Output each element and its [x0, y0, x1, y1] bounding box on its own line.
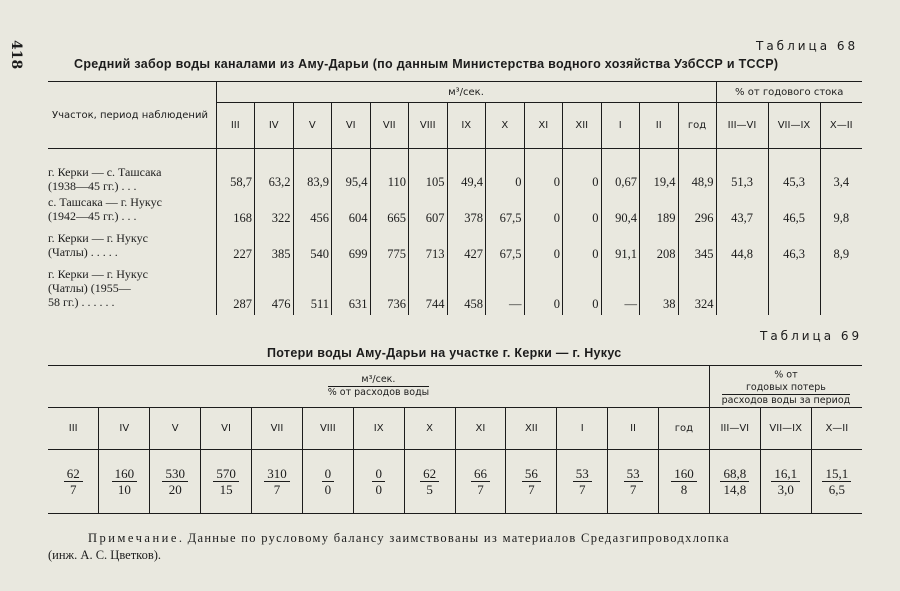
column-header: IX: [353, 408, 404, 450]
numerator: 160: [671, 466, 697, 482]
table-cell: 51,3: [716, 149, 768, 194]
column-header: V: [293, 103, 332, 149]
denominator: 5: [426, 481, 433, 497]
fraction-cell: [99, 450, 150, 514]
fraction-cell: [811, 450, 862, 514]
table-cell: 19,4: [640, 149, 679, 194]
numerator: 570: [213, 466, 239, 482]
table-69-caption: Таблица 69: [760, 329, 863, 343]
table-cell: 49,4: [447, 149, 486, 194]
numerator: 160: [112, 466, 138, 482]
denominator: 7: [629, 481, 637, 497]
fraction-row: [48, 450, 862, 514]
table-cell: 95,4: [332, 149, 371, 194]
unit-header-cell: [48, 366, 709, 408]
table-69-title: Потери воды Аму-Дарьи на участке г. Керки — г. Нукус: [267, 346, 622, 360]
numerator: 68,8: [720, 466, 749, 482]
fraction: [573, 466, 592, 497]
column-header: XI: [524, 103, 563, 149]
table-cell: 0: [563, 229, 602, 265]
table-cell: 744: [409, 265, 448, 315]
row-header: Участок, период наблюдений: [48, 82, 216, 149]
table-cell: 0: [486, 149, 525, 194]
table-68-caption: Таблица 68: [756, 39, 859, 53]
denominator: 0: [324, 481, 332, 497]
table-cell: 189: [640, 193, 679, 229]
column-header: IV: [99, 408, 150, 450]
table-cell: 90,4: [601, 193, 640, 229]
denominator: 0: [375, 481, 382, 497]
table-cell: 67,5: [486, 229, 525, 265]
table-cell: 345: [678, 229, 716, 265]
table-cell: 713: [409, 229, 448, 265]
numerator: 0: [322, 466, 335, 482]
column-header: VIII: [409, 103, 448, 149]
page-number: 418: [8, 40, 24, 70]
table-cell: 385: [255, 229, 294, 265]
column-header: XII: [563, 103, 602, 149]
table-cell: 0: [524, 193, 563, 229]
fraction-cell: [150, 450, 201, 514]
column-header: VI: [201, 408, 252, 450]
numerator: 530: [162, 466, 188, 482]
fraction: [624, 466, 643, 497]
pct-prefix: % от: [774, 369, 798, 381]
note: [48, 530, 858, 564]
fraction-cell: [252, 450, 303, 514]
table-cell: 775: [370, 229, 409, 265]
column-header: год: [659, 408, 710, 450]
column-header: XI: [455, 408, 506, 450]
row-label: [48, 229, 216, 265]
table-cell: 43,7: [716, 193, 768, 229]
column-header: I: [601, 103, 640, 149]
column-header: X: [486, 103, 525, 149]
note-label: Примечание.: [88, 531, 185, 545]
denominator: 15: [219, 481, 233, 497]
table-cell: 0: [524, 265, 563, 315]
numerator: 310: [264, 466, 290, 482]
note-text: Данные по русловому балансу заимствованы из материалов Средазгипроводхлопка: [187, 531, 730, 545]
table-cell: 736: [370, 265, 409, 315]
numerator: 62: [64, 466, 83, 482]
row-label: [48, 193, 216, 229]
denominator: 7: [477, 481, 484, 497]
fraction-cell: [404, 450, 455, 514]
table-cell: 0,67: [601, 149, 640, 194]
fraction: [64, 466, 83, 497]
table-cell: 427: [447, 229, 486, 265]
table-cell: 63,2: [255, 149, 294, 194]
denominator: 3,0: [777, 481, 794, 497]
fraction: [213, 466, 239, 497]
table-68-body: [48, 149, 862, 316]
table-cell: 476: [255, 265, 294, 315]
fraction: [322, 466, 335, 497]
table-cell: 322: [255, 193, 294, 229]
fraction-cell: [353, 450, 404, 514]
table-cell: 0: [563, 265, 602, 315]
column-header: VII—IX: [760, 408, 811, 450]
fraction: [671, 466, 697, 497]
denominator: 10: [117, 481, 131, 497]
table-cell: 45,3: [768, 149, 820, 194]
note-text-2: (инж. А. С. Цветков).: [48, 548, 162, 562]
column-header: III—VI: [716, 103, 768, 149]
column-header: III: [216, 103, 255, 149]
table-row: [48, 229, 862, 265]
row-label-line: (Чатлы) . . . . .: [48, 245, 118, 259]
pct-top: годовых потерь: [722, 382, 851, 395]
row-label-line: (1938—45 гг.) . . .: [48, 179, 137, 193]
numerator: 53: [573, 466, 592, 482]
denominator: 20: [168, 481, 182, 497]
table-cell: 227: [216, 229, 255, 265]
column-header: VI: [332, 103, 371, 149]
unit-top: м³/сек.: [328, 374, 429, 387]
fraction-cell: [709, 450, 760, 514]
table-cell: [820, 265, 862, 315]
row-label-line: г. Керки — г. Нукус: [48, 267, 148, 281]
fraction: [112, 466, 138, 497]
table-row: [48, 265, 862, 315]
numerator: 53: [624, 466, 643, 482]
numerator: 16,1: [771, 466, 800, 482]
fraction-cell: [506, 450, 557, 514]
column-header: VII: [252, 408, 303, 450]
table-cell: 58,7: [216, 149, 255, 194]
column-header: II: [640, 103, 679, 149]
fraction: [420, 466, 439, 497]
column-header: X—II: [820, 103, 862, 149]
fraction: [771, 466, 800, 497]
table-cell: 511: [293, 265, 332, 315]
table-cell: [768, 265, 820, 315]
fraction: [822, 466, 851, 497]
table-cell: 208: [640, 229, 679, 265]
table-cell: 540: [293, 229, 332, 265]
column-header: VIII: [302, 408, 353, 450]
table-row: [48, 149, 862, 194]
table-cell: 324: [678, 265, 716, 315]
numerator: 66: [471, 466, 490, 482]
table-cell: —: [486, 265, 525, 315]
fraction: [264, 466, 290, 497]
table-68-title: Средний забор воды каналами из Аму-Дарьи (по данным Министерства водного хозяйства УзбССР и ТССР): [74, 57, 779, 71]
table-cell: 9,8: [820, 193, 862, 229]
table-cell: 48,9: [678, 149, 716, 194]
fraction-cell: [659, 450, 710, 514]
table-cell: 378: [447, 193, 486, 229]
denominator: 7: [69, 481, 77, 497]
table-cell: 0: [563, 149, 602, 194]
row-label: [48, 149, 216, 194]
fraction: [522, 466, 541, 497]
table-cell: 0: [524, 229, 563, 265]
table-cell: 458: [447, 265, 486, 315]
denominator: 6,5: [828, 481, 845, 497]
table-cell: 38: [640, 265, 679, 315]
column-header: IV: [255, 103, 294, 149]
table-cell: 631: [332, 265, 371, 315]
table-cell: [716, 265, 768, 315]
table-cell: 699: [332, 229, 371, 265]
unit-header: м³/сек.: [216, 82, 716, 103]
table-cell: 456: [293, 193, 332, 229]
numerator: 62: [420, 466, 439, 482]
column-header: X—II: [811, 408, 862, 450]
column-header: VII—IX: [768, 103, 820, 149]
unit-bottom: % от расходов воды: [327, 387, 430, 398]
table-row: [48, 193, 862, 229]
column-header: V: [150, 408, 201, 450]
table-cell: 607: [409, 193, 448, 229]
row-label: [48, 265, 216, 315]
table-cell: —: [601, 265, 640, 315]
table-cell: 44,8: [716, 229, 768, 265]
column-header: X: [404, 408, 455, 450]
fraction: [720, 466, 749, 497]
denominator: 14,8: [723, 481, 747, 497]
row-label-line: г. Керки — г. Нукус: [48, 231, 148, 245]
table-cell: 3,4: [820, 149, 862, 194]
table-cell: 46,3: [768, 229, 820, 265]
pct-header-cell: [709, 366, 862, 408]
column-header-row: [48, 408, 862, 450]
fraction-cell: [302, 450, 353, 514]
table-cell: 168: [216, 193, 255, 229]
row-label-line: 58 гг.) . . . . . .: [48, 295, 115, 309]
fraction-cell: [608, 450, 659, 514]
table-cell: 287: [216, 265, 255, 315]
column-header: IX: [447, 103, 486, 149]
fraction-cell: [201, 450, 252, 514]
fraction-cell: [48, 450, 99, 514]
numerator: 15,1: [822, 466, 851, 482]
numerator: 56: [522, 466, 541, 482]
denominator: 8: [680, 481, 688, 497]
fraction-cell: [455, 450, 506, 514]
column-header: I: [557, 408, 608, 450]
column-header: III—VI: [709, 408, 760, 450]
table-cell: 0: [524, 149, 563, 194]
numerator: 0: [372, 466, 385, 482]
table-cell: 46,5: [768, 193, 820, 229]
table-cell: 296: [678, 193, 716, 229]
table-cell: 665: [370, 193, 409, 229]
column-header: VII: [370, 103, 409, 149]
denominator: 7: [273, 481, 281, 497]
row-label-line: (1942—45 гг.) . . .: [48, 209, 137, 223]
row-label-line: с. Ташсака — г. Нукус: [48, 195, 162, 209]
denominator: 7: [578, 481, 586, 497]
pct-header: % от годового стока: [716, 82, 862, 103]
column-header: II: [608, 408, 659, 450]
fraction: [162, 466, 188, 497]
pct-bottom: расходов воды за период: [721, 394, 851, 406]
table-cell: 67,5: [486, 193, 525, 229]
table-cell: 604: [332, 193, 371, 229]
column-header: XII: [506, 408, 557, 450]
fraction: [471, 466, 490, 497]
table-cell: 8,9: [820, 229, 862, 265]
denominator: 7: [528, 481, 535, 497]
table-68: [48, 81, 862, 315]
table-cell: 105: [409, 149, 448, 194]
fraction-cell: [557, 450, 608, 514]
column-header: год: [678, 103, 716, 149]
table-cell: 0: [563, 193, 602, 229]
table-cell: 91,1: [601, 229, 640, 265]
row-label-line: г. Керки — с. Ташсака: [48, 165, 162, 179]
fraction-cell: [760, 450, 811, 514]
column-header: III: [48, 408, 99, 450]
row-label-line: (Чатлы) (1955—: [48, 281, 131, 295]
table-cell: 110: [370, 149, 409, 194]
table-cell: 83,9: [293, 149, 332, 194]
table-69: [48, 365, 862, 514]
fraction: [372, 466, 385, 497]
